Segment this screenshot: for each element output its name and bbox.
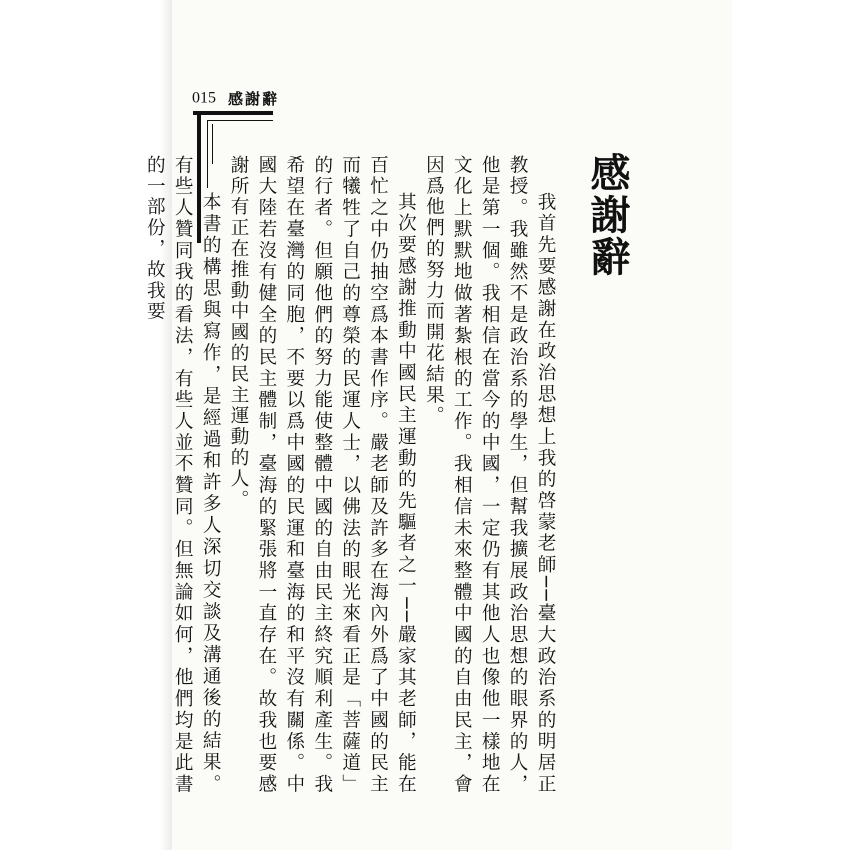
- chapter-title: 感謝辭: [584, 152, 631, 278]
- paragraph: 我首先要感謝在政治思想上我的啓蒙老師──臺大政治系的明居正教授。我雖然不是政治系的學生，但幫我擴展政治思想的眼界的人，他是第一個。我相信在當今的中國，一定仍有其他人也像他一樣地在文化上默默地做著紮根的工作。我相信未來整體中國的自由民主，會因爲他們的努力而開花結果。: [423, 155, 556, 795]
- running-title: 感謝辭: [228, 90, 280, 108]
- running-header: [192, 88, 279, 110]
- body-text: [144, 155, 559, 795]
- header-rule-thick: [193, 111, 273, 115]
- page-number: 015: [192, 89, 216, 107]
- paragraph: 其次要感謝推動中國民主運動的先驅者之一──嚴家其老師，能在百忙之中仍抽空爲本書作序。嚴老師及許多在海內外爲了中國的民主而犧牲了自己的尊榮的民運人士，以佛法的眼光來看正是「菩薩道」的行者。但願他們的努力能使整體中國的自由民主終究順利產生。我希望在臺灣的同胞，不要以爲中國的民運和臺海的和平沒有關係。中國大陸若沒有健全的民主體制，臺海的緊張將一直存在。故我也要感謝所有正在推動中國的民主運動的人。: [228, 155, 417, 795]
- paragraph: 本書的構思與寫作，是經過和許多人深切交談及溝通後的結果。有些人贊同我的看法，有些人並不贊同。但無論如何，他們均是此書的一部份，故我要: [144, 155, 222, 795]
- header-rule-thin: [207, 120, 273, 121]
